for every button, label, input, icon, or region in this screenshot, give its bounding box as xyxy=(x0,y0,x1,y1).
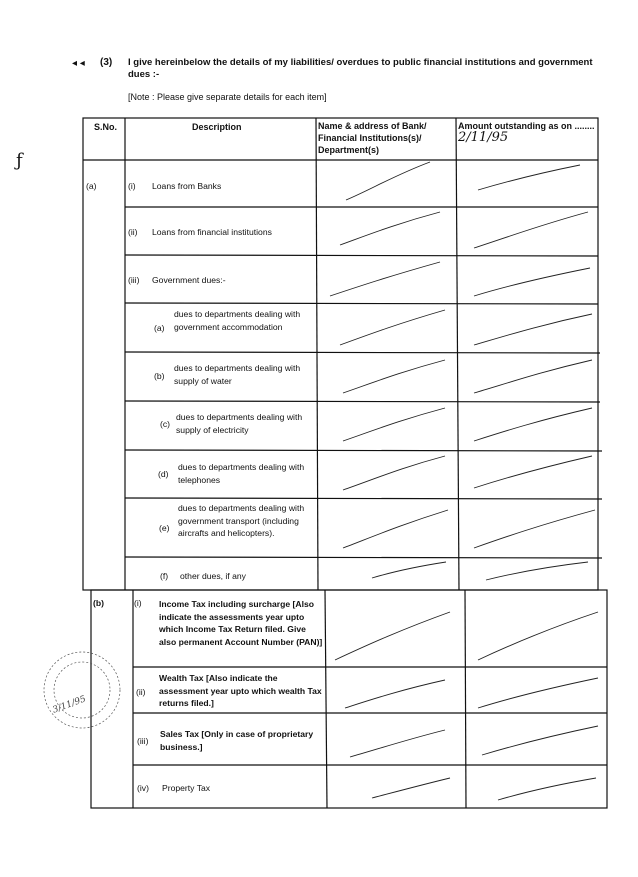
header-amount-label: Amount outstanding as on ........ xyxy=(458,121,595,131)
row-b-ii-text: Wealth Tax [Also indicate the assessment year upto which wealth Tax returns filed.] xyxy=(159,673,322,708)
row-a-ii-text: Loans from financial institutions xyxy=(152,227,272,237)
sub-row-d-letter: (d) xyxy=(158,469,169,479)
margin-arrow-mark: ◂ ◂ xyxy=(72,58,85,69)
section-b-label: (b) xyxy=(93,598,104,608)
amount-date-handwritten: 2/11/95 xyxy=(458,130,509,145)
header-description: Description xyxy=(192,122,242,132)
sub-row-d-text: dues to departments dealing with telephones xyxy=(178,462,305,485)
sub-row-a-text: dues to departments dealing with government accommodation xyxy=(174,309,301,332)
row-a-i-text: Loans from Banks xyxy=(152,181,222,191)
row-b-i-num: (i) xyxy=(134,598,142,608)
row-b-iv-text: Property Tax xyxy=(162,783,211,793)
office-stamp xyxy=(44,652,120,728)
note-text: [Note : Please give separate details for each item] xyxy=(128,92,327,102)
row-b-iii-num: (iii) xyxy=(137,736,149,746)
row-a-i-num: (i) xyxy=(128,181,136,191)
section-a-label: (a) xyxy=(86,181,97,191)
row-a-ii-num: (ii) xyxy=(128,227,138,237)
row-a-iii-num: (iii) xyxy=(128,275,140,285)
sub-row-c-letter: (c) xyxy=(160,419,171,429)
nil-dash-marks xyxy=(330,162,598,800)
row-b-iv-num: (iv) xyxy=(137,783,149,793)
header-name-address: Name & address of Bank/ Financial Institutions(s)/ Department(s) xyxy=(318,121,427,155)
stamp-date: 3/11/95 xyxy=(51,694,88,716)
sub-row-c-text: dues to departments dealing with supply of electricity xyxy=(176,412,303,435)
intro-text: I give hereinbelow the details of my liabilities/ overdues to public financial institutions and government dues :- xyxy=(128,57,593,80)
sub-row-f-text: other dues, if any xyxy=(180,571,246,581)
margin-mark: ƒ xyxy=(16,150,23,171)
sub-row-b-letter: (b) xyxy=(154,371,165,381)
header-amount xyxy=(458,120,596,144)
header-sno: S.No. xyxy=(94,122,118,132)
sub-row-e-letter: (e) xyxy=(159,523,170,533)
row-a-iii-text: Government dues:- xyxy=(152,275,226,285)
row-b-i-text: Income Tax including surcharge [Also indicate the assessments year upto which Income Tax Return filed. Give also permanent Account Number (PAN)] xyxy=(159,599,323,647)
row-b-ii-num: (ii) xyxy=(136,687,146,697)
sub-row-e-text: dues to departments dealing with government transport (including aircrafts and helicopters). xyxy=(178,503,305,538)
sub-row-a-letter: (a) xyxy=(154,323,165,333)
sub-row-f-letter: (f) xyxy=(160,571,169,581)
row-b-iii-text: Sales Tax [Only in case of proprietary business.] xyxy=(160,729,314,752)
sub-row-b-text: dues to departments dealing with supply of water xyxy=(174,363,301,386)
section-number: (3) xyxy=(100,57,113,68)
